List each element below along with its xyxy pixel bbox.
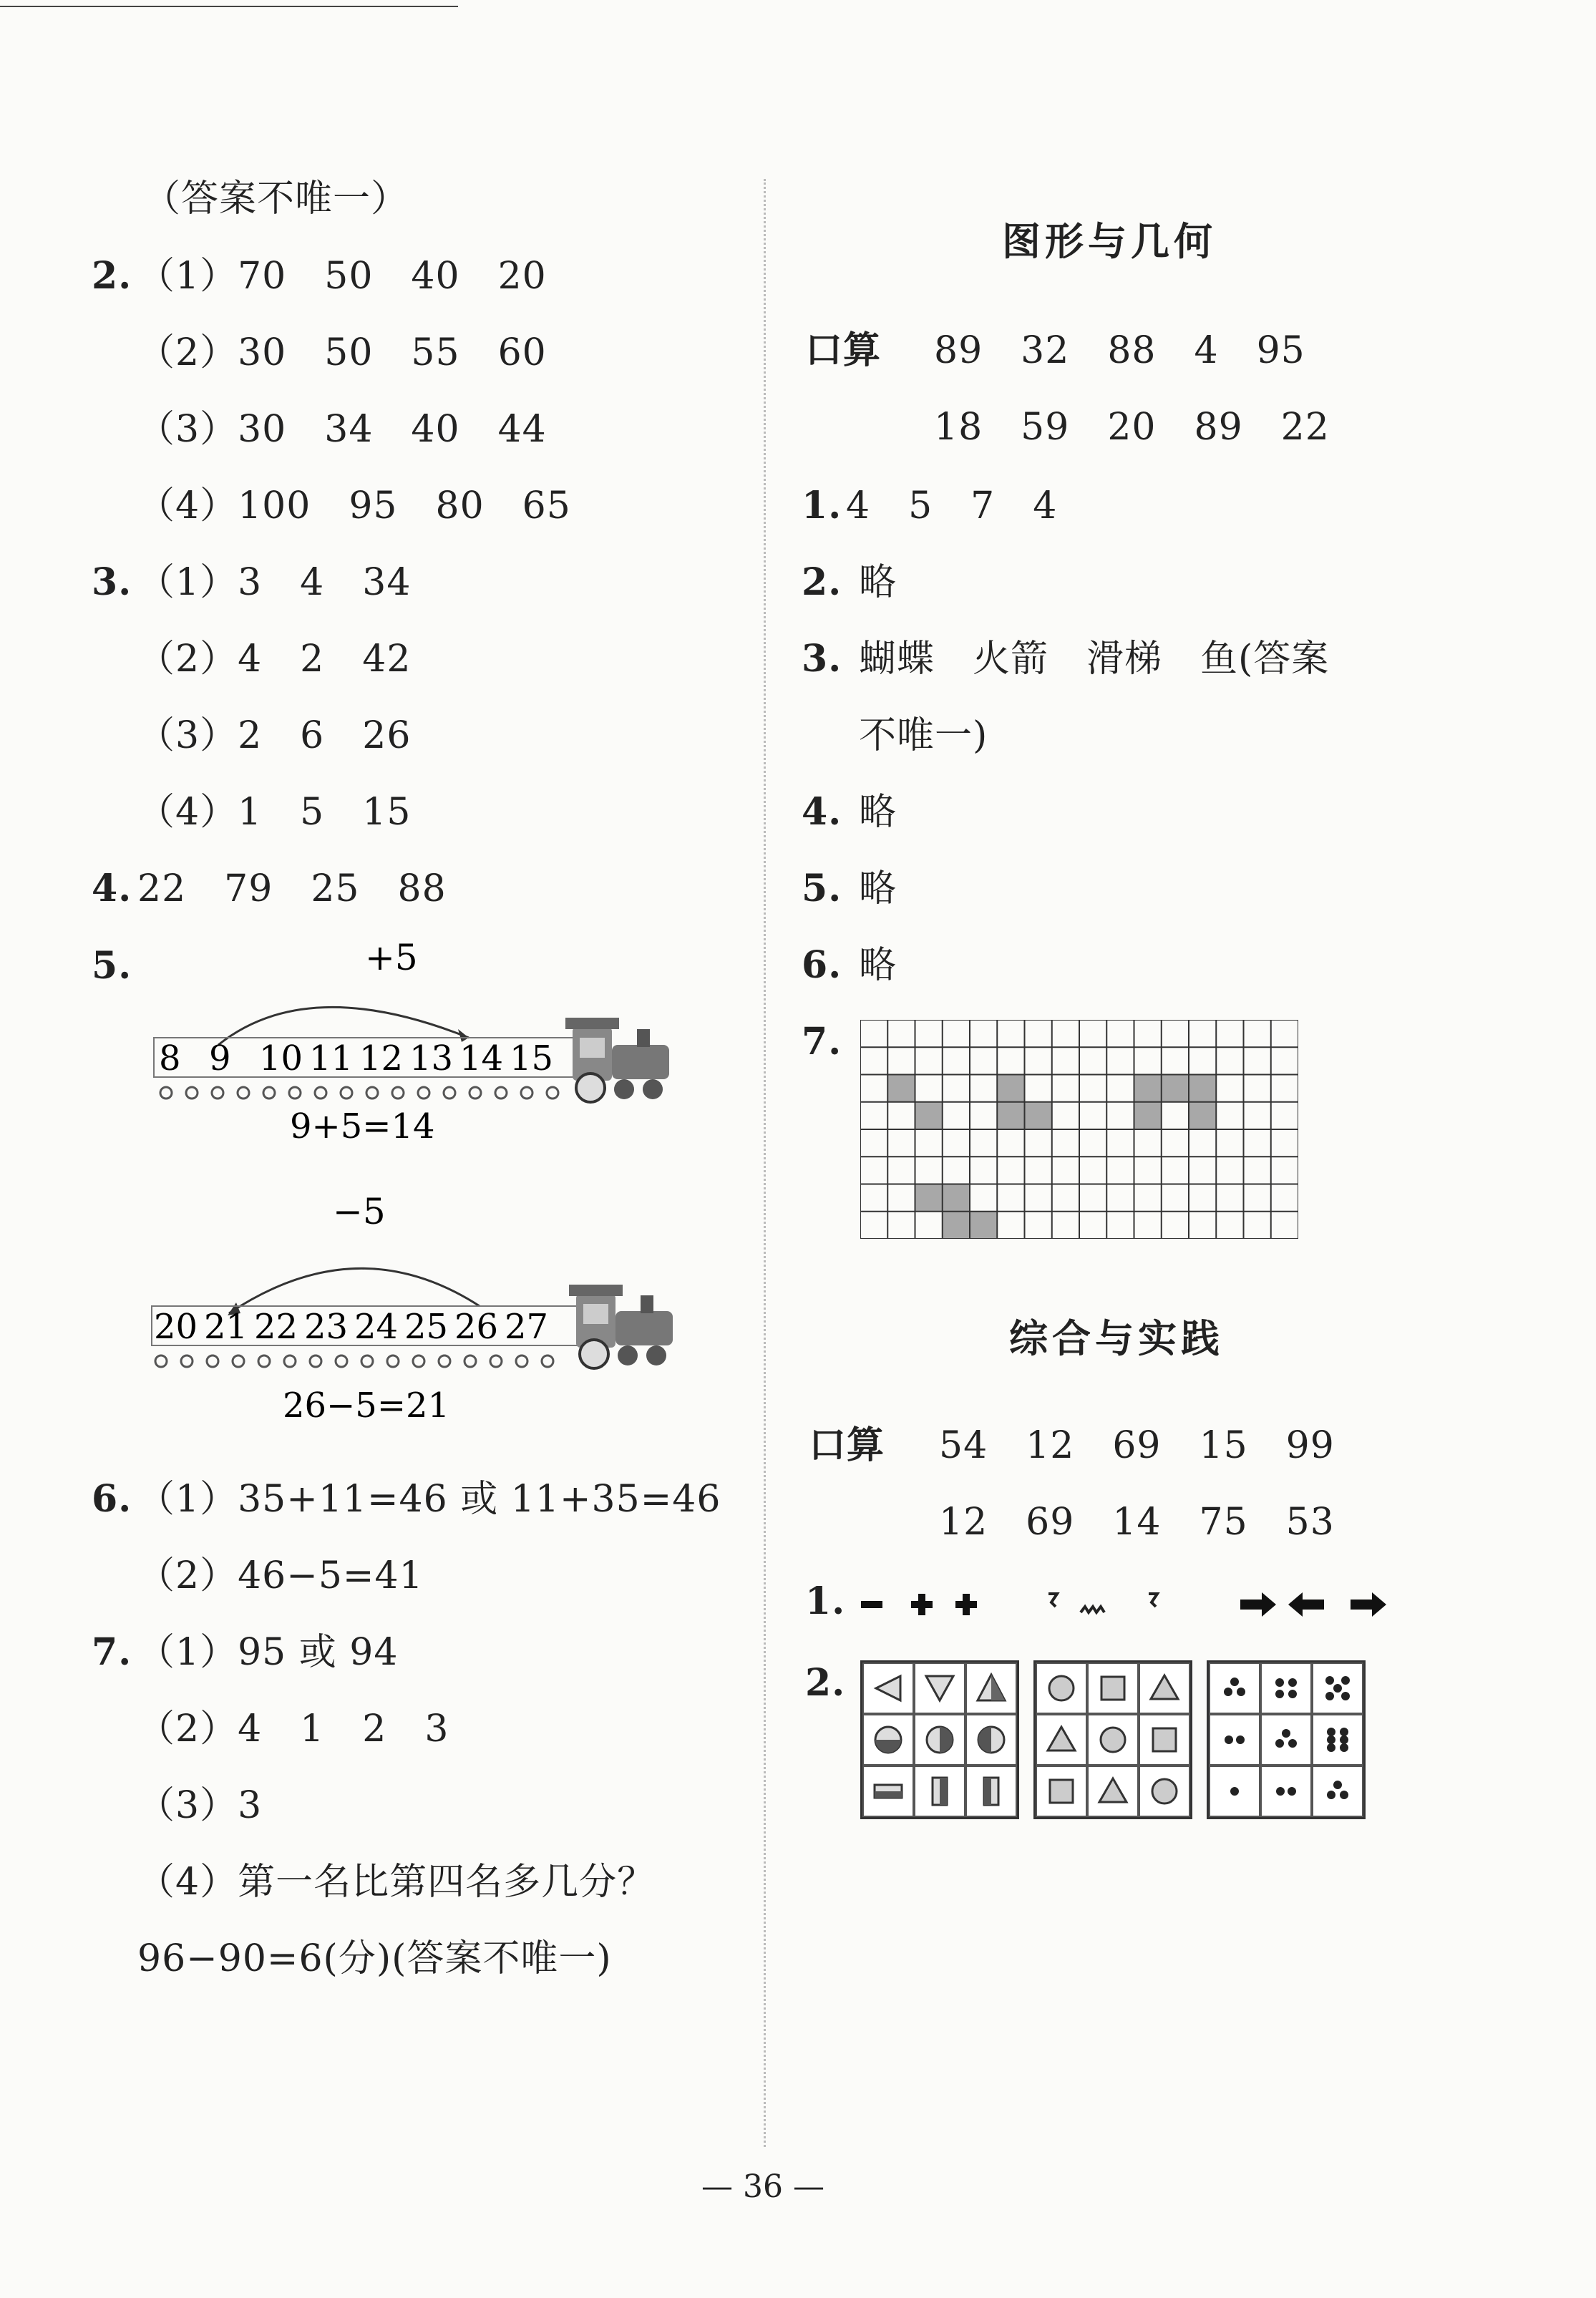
minus-five-label: −5 <box>333 1191 386 1232</box>
wheel-icon <box>542 1355 553 1367</box>
number-line-label: 13 <box>409 1038 454 1079</box>
minus-plus-plus-icons <box>861 1594 977 1615</box>
shaded-cell <box>1189 1102 1216 1129</box>
wheel-icon <box>392 1087 404 1099</box>
circle-half-v-icon <box>914 1714 965 1766</box>
dots-6-icon <box>1312 1714 1363 1766</box>
wheel-icon <box>160 1087 172 1099</box>
wheel-icon <box>186 1087 198 1099</box>
wheel-icon <box>310 1355 321 1367</box>
kousuan-1-row1: 89 32 88 4 95 <box>934 329 1305 372</box>
a5-number: 5. <box>802 867 842 910</box>
train-engine-icon <box>569 1285 673 1368</box>
rect-tall-icon <box>914 1766 965 1817</box>
wheel-icon <box>516 1355 527 1367</box>
wheel-icon <box>207 1355 218 1367</box>
dots-3-icon <box>1209 1662 1260 1714</box>
wheel-icon <box>315 1087 326 1099</box>
shaded-cell <box>887 1075 915 1102</box>
q7-row4: （4）第一名比第四名多几分？ <box>137 1861 656 1904</box>
equation-plus: 9+5=14 <box>290 1106 435 1145</box>
number-line-label: 24 <box>354 1307 399 1347</box>
kousuan-label-1: 口算 <box>805 329 882 372</box>
triangle-icon <box>1139 1662 1190 1714</box>
wheel-icon <box>495 1087 507 1099</box>
wheel-icon <box>336 1355 347 1367</box>
number-line-label: 15 <box>510 1038 554 1079</box>
equation-minus: 26−5=21 <box>283 1386 450 1426</box>
number-line-label: 14 <box>459 1038 504 1079</box>
shaded-cell <box>943 1184 970 1212</box>
q2-number: 2. <box>92 254 132 298</box>
wheel-icon <box>521 1087 532 1099</box>
a7-number: 7. <box>802 1020 842 1063</box>
wheel-icon <box>361 1355 373 1367</box>
number-line-label: 8 <box>159 1038 181 1079</box>
wheel-icon <box>469 1087 481 1099</box>
shaded-cell <box>997 1102 1024 1129</box>
dots-3-icon <box>1312 1766 1363 1817</box>
shaded-cell <box>915 1184 943 1212</box>
wheel-icon <box>413 1355 424 1367</box>
square-icon <box>1139 1714 1190 1766</box>
dots-2-icon <box>1209 1714 1260 1766</box>
q4-number: 4. <box>92 867 132 910</box>
dots-5-icon <box>1312 1662 1363 1714</box>
kousuan-2-row2: 12 69 14 75 53 <box>939 1501 1335 1544</box>
q3-row1: （1）3 4 34 <box>137 561 412 604</box>
rect-tall2-icon <box>965 1766 1017 1817</box>
shaded-cell <box>1134 1075 1162 1102</box>
number-line-label: 10 <box>259 1038 303 1079</box>
a1-answers: 4 5 7 4 <box>846 485 1058 527</box>
a2-answer: 略 <box>859 561 897 604</box>
q3-row3: （3）2 6 26 <box>137 714 412 757</box>
number-line-train-minus <box>143 1188 687 1446</box>
b1-number: 1. <box>805 1579 846 1623</box>
wheel-icon <box>464 1355 476 1367</box>
a5-answer: 略 <box>859 867 897 910</box>
circle-half-h-icon <box>862 1714 914 1766</box>
q6-number: 6. <box>92 1477 132 1521</box>
triangle-down-icon <box>914 1662 965 1714</box>
wheel-icon <box>366 1087 378 1099</box>
circle-half-v2-icon <box>965 1714 1017 1766</box>
circle-icon <box>1139 1766 1190 1817</box>
section-title-geometry: 图形与几何 <box>1002 219 1217 264</box>
wheel-icon <box>439 1355 450 1367</box>
top-rule <box>0 6 458 7</box>
wheel-icon <box>181 1355 193 1367</box>
rect-wide-icon <box>862 1766 914 1817</box>
q2-row1: （1）70 50 40 20 <box>137 255 547 298</box>
wheel-icon <box>387 1355 399 1367</box>
b2-number: 2. <box>805 1661 846 1705</box>
a6-number: 6. <box>802 943 842 987</box>
shaded-cell <box>943 1212 970 1239</box>
q7-row2: （2）4 1 2 3 <box>137 1708 449 1751</box>
q4-answers: 22 79 25 88 <box>137 867 447 910</box>
number-line-label: 20 <box>154 1307 198 1347</box>
wheel-icon <box>212 1087 223 1099</box>
q7-number: 7. <box>92 1630 132 1674</box>
shape-table-3 <box>1207 1660 1366 1819</box>
number-line-label: 23 <box>304 1307 349 1347</box>
note-answer-not-unique: （答案不唯一） <box>143 177 409 220</box>
q2-row4: （4）100 95 80 65 <box>137 485 571 527</box>
number-line-label: 11 <box>309 1038 354 1079</box>
a2-number: 2. <box>802 560 842 604</box>
number-line-label: 21 <box>204 1307 248 1347</box>
triangle-left-icon <box>862 1662 914 1714</box>
wheel-icon <box>233 1355 244 1367</box>
a1-number: 1. <box>802 484 842 527</box>
shaded-cell <box>1025 1102 1052 1129</box>
shape-table-1 <box>860 1660 1019 1819</box>
q5-number: 5. <box>92 944 132 988</box>
number-line-label: 9 <box>209 1038 231 1079</box>
number-line-label: 22 <box>254 1307 298 1347</box>
q3-number: 3. <box>92 560 132 604</box>
triangle-icon <box>1036 1714 1087 1766</box>
wheel-icon <box>238 1087 249 1099</box>
wheel-icon <box>155 1355 167 1367</box>
number-line-label: 25 <box>404 1307 449 1347</box>
a4-answer: 略 <box>859 791 897 834</box>
shape-grid <box>860 1020 1298 1239</box>
column-divider <box>764 179 766 2147</box>
page-number: — 36 — <box>701 2168 824 2205</box>
a3-number: 3. <box>802 637 842 681</box>
q6-row1: （1）35+11=46 或 11+35=46 <box>137 1478 721 1521</box>
triangle-half-icon <box>965 1662 1017 1714</box>
square-icon <box>1036 1766 1087 1817</box>
q3-row4: （4）1 5 15 <box>137 791 412 834</box>
arrow-icons <box>1240 1592 1386 1617</box>
shaded-cell <box>915 1102 943 1129</box>
scribble-icons <box>1048 1594 1157 1612</box>
shaded-cell <box>970 1212 997 1239</box>
q7-row1: （1）95 或 94 <box>137 1631 399 1674</box>
a4-number: 4. <box>802 790 842 834</box>
wheel-icon <box>258 1355 270 1367</box>
shaded-cell <box>1134 1102 1162 1129</box>
section-title-practice: 综合与实践 <box>1009 1316 1224 1361</box>
kousuan-2-row1: 54 12 69 15 99 <box>939 1424 1335 1467</box>
q6-row2: （2）46−5=41 <box>137 1554 424 1597</box>
a3-answer-cont: 不唯一) <box>859 714 988 757</box>
dots-4-icon <box>1260 1662 1312 1714</box>
shaded-cell <box>1162 1075 1189 1102</box>
train-engine-icon <box>565 1018 669 1102</box>
wheel-icon <box>263 1087 275 1099</box>
wheel-icon <box>289 1087 301 1099</box>
number-line-label: 26 <box>454 1307 499 1347</box>
wheel-icon <box>444 1087 455 1099</box>
q7-row3: （3）3 <box>137 1784 263 1827</box>
circle-icon <box>1087 1714 1139 1766</box>
q2-row2: （2）30 50 55 60 <box>137 331 547 374</box>
wheel-icon <box>418 1087 429 1099</box>
triangle-icon <box>1087 1766 1139 1817</box>
wheel-icon <box>490 1355 502 1367</box>
plus-five-label: +5 <box>365 938 418 978</box>
q3-row2: （2）4 2 42 <box>137 638 412 681</box>
circle-icon <box>1036 1662 1087 1714</box>
dots-3-icon <box>1260 1714 1312 1766</box>
shaded-cell <box>1189 1075 1216 1102</box>
number-line-train-plus <box>143 938 687 1145</box>
pattern-symbols <box>855 1578 1399 1628</box>
dots-1-icon <box>1209 1766 1260 1817</box>
a3-answer: 蝴蝶 火箭 滑梯 鱼(答案 <box>859 638 1330 681</box>
q2-row3: （3）30 34 40 44 <box>137 408 547 451</box>
shaded-cell <box>997 1075 1024 1102</box>
number-line-label: 12 <box>359 1038 404 1079</box>
wheel-icon <box>547 1087 558 1099</box>
wheel-icon <box>341 1087 352 1099</box>
shape-table-2 <box>1033 1660 1192 1819</box>
square-icon <box>1087 1662 1139 1714</box>
number-line-label: 27 <box>505 1307 549 1347</box>
kousuan-1-row2: 18 59 20 89 22 <box>934 406 1330 449</box>
a6-answer: 略 <box>859 944 897 987</box>
q7-row5: 96−90=6(分)(答案不唯一) <box>137 1937 612 1980</box>
kousuan-label-2: 口算 <box>809 1424 885 1467</box>
wheel-icon <box>284 1355 296 1367</box>
dots-2-icon <box>1260 1766 1312 1817</box>
